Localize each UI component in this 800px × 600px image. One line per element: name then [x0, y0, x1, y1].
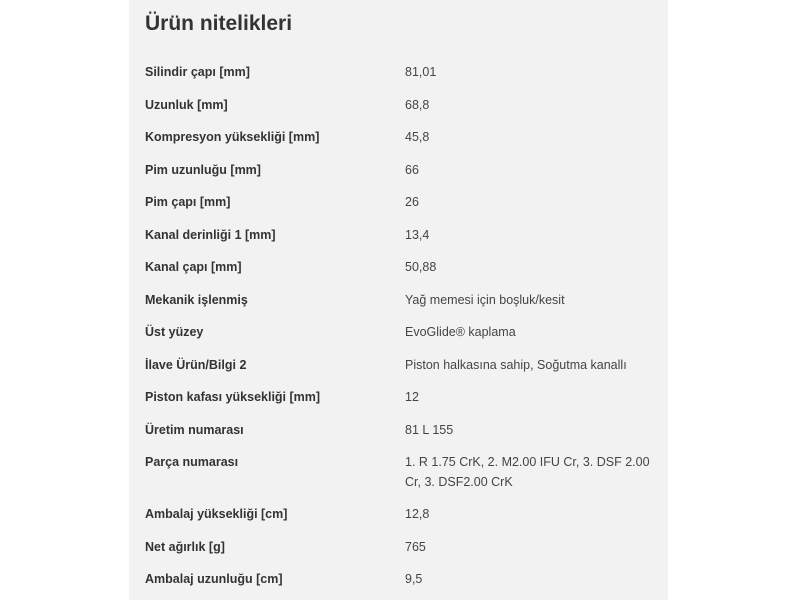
spec-value: 66 — [405, 162, 419, 177]
spec-value: 765 — [405, 539, 426, 554]
spec-row — [129, 316, 668, 349]
spec-row — [129, 89, 668, 122]
spec-label: Kompresyon yüksekliği [mm] — [145, 130, 320, 144]
spec-row — [129, 284, 668, 317]
spec-row — [129, 121, 668, 154]
spec-label: Net ağırlık [g] — [145, 539, 225, 554]
spec-row — [129, 56, 668, 89]
spec-value: 26 — [405, 195, 419, 209]
spec-label: Uzunluk [mm] — [145, 97, 228, 112]
spec-row — [129, 381, 668, 414]
spec-label: Üretim numarası — [145, 422, 244, 437]
spec-label: Pim çapı [mm] — [145, 195, 231, 209]
spec-row — [129, 498, 668, 531]
spec-label: Kanal çapı [mm] — [145, 260, 242, 274]
spec-value: 81 L 155 — [405, 422, 454, 437]
spec-row — [129, 219, 668, 252]
spec-value: 45,8 — [405, 130, 430, 144]
spec-value: EvoGlide® kaplama — [405, 325, 516, 339]
section-title: Ürün nitelikleri — [145, 12, 293, 35]
spec-row — [129, 531, 668, 564]
spec-row — [129, 446, 668, 498]
spec-label: Pim uzunluğu [mm] — [145, 162, 261, 177]
spec-value: Piston halkasına sahip, Soğutma kanallı — [405, 357, 627, 372]
spec-value: 9,5 — [405, 572, 423, 586]
spec-label: Üst yüzey — [145, 325, 204, 339]
spec-row — [129, 251, 668, 284]
spec-table — [129, 56, 668, 596]
spec-row — [129, 349, 668, 382]
spec-value: 68,8 — [405, 97, 430, 112]
spec-label: İlave Ürün/Bilgi 2 — [145, 357, 247, 372]
spec-label: Ambalaj uzunluğu [cm] — [145, 572, 283, 586]
spec-value: 13,4 — [405, 227, 430, 242]
spec-label: Piston kafası yüksekliği [mm] — [145, 390, 321, 404]
spec-label: Parça numarası — [145, 455, 239, 469]
spec-value: 12 — [405, 390, 419, 404]
spec-row — [129, 154, 668, 187]
spec-row — [129, 186, 668, 219]
spec-row — [129, 563, 668, 596]
spec-value: 12,8 — [405, 507, 430, 521]
spec-value: 81,01 — [405, 65, 437, 79]
spec-label: Ambalaj yüksekliği [cm] — [145, 507, 288, 521]
spec-row — [129, 414, 668, 447]
spec-label: Kanal derinliği 1 [mm] — [145, 227, 276, 242]
spec-value: 50,88 — [405, 260, 437, 274]
spec-value: Yağ memesi için boşluk/kesit — [405, 292, 565, 307]
product-attributes-panel — [129, 0, 668, 600]
spec-label: Mekanik işlenmiş — [145, 292, 248, 307]
spec-label: Silindir çapı [mm] — [145, 65, 250, 79]
spec-value: 1. R 1.75 CrK, 2. M2.00 IFU Cr, 3. DSF 2.00 Cr, 3. DSF2.00 CrK — [405, 455, 650, 489]
